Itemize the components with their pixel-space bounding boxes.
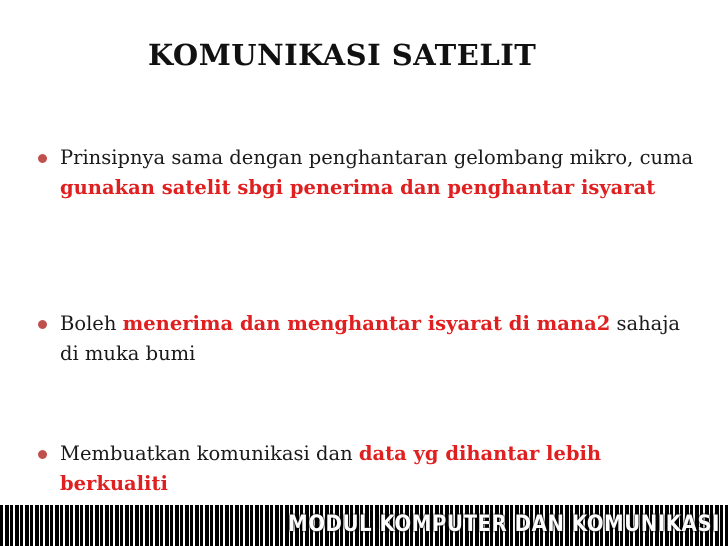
bullet-highlight: menerima dan menghantar isyarat di mana2 — [122, 312, 611, 335]
slide-title: KOMUNIKASI SATELIT — [148, 38, 537, 72]
bullet-text-end: sahaja di muka bumi — [60, 312, 680, 365]
bullet-item — [60, 309, 700, 369]
footer-label: MODUL KOMPUTER DAN KOMUNIKASI — [288, 512, 720, 537]
bullet-dot-icon — [38, 320, 47, 329]
bullet-text: Prinsipnya sama dengan penghantaran gelombang mikro, cuma — [60, 146, 694, 169]
bullet-dot-icon — [38, 450, 47, 459]
bullet-highlight: data yg dihantar lebih berkualiti — [60, 442, 602, 495]
bullet-dot-icon — [38, 154, 47, 163]
bullet-item — [60, 439, 700, 499]
bullet-highlight: gunakan satelit sbgi penerima dan penghantar isyarat — [60, 176, 656, 199]
bullet-text: Boleh — [60, 312, 123, 335]
bullet-text: Membuatkan komunikasi dan — [60, 442, 359, 465]
bullet-item — [60, 143, 700, 203]
